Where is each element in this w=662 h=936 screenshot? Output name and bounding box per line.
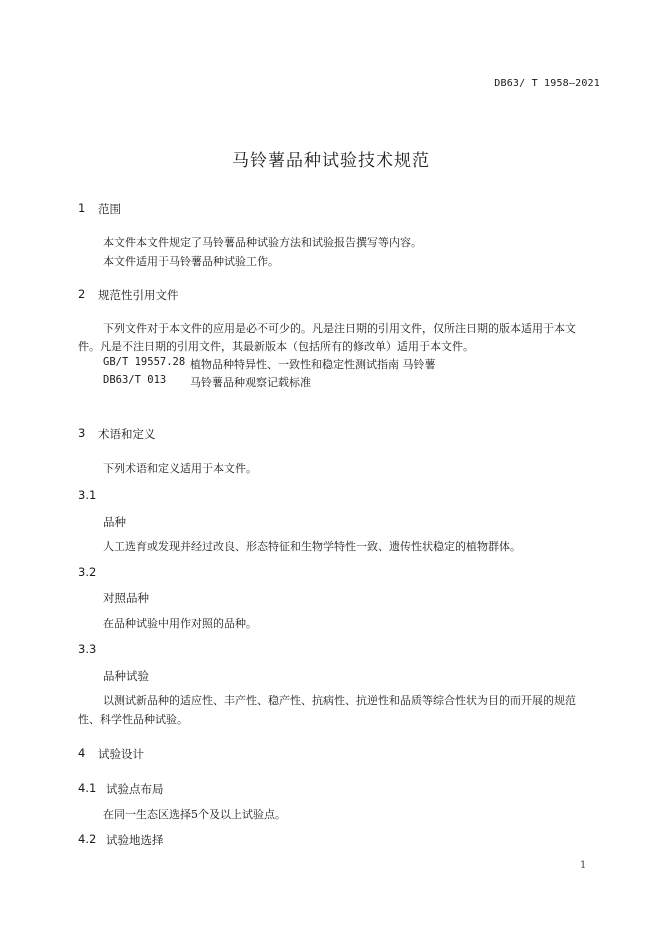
term-3-2-number: 3.2 [78, 565, 97, 579]
document-number: DB63/ T 1958—2021 [494, 78, 600, 89]
document-title: 马铃薯品种试验技术规范 [232, 151, 430, 171]
term-3-3-definition-line-2: 性、科学性品种试验。 [78, 713, 188, 726]
term-3-3-definition-line-1: 以测试新品种的适应性、丰产性、稳产性、抗病性、抗逆性和品质等综合性状为目的而开展的规范 [103, 694, 576, 707]
section-1-paragraph-1: 本文件本文件规定了马铃薯品种试验方法和试验报告撰写等内容。 [103, 236, 422, 249]
reference-title-1: 植物品种特异性、一致性和稳定性测试指南 马铃薯 [190, 358, 436, 371]
reference-title-2: 马铃薯品种观察记载标准 [190, 376, 311, 389]
subsection-4-1-number: 4.1 [78, 781, 97, 795]
reference-code-2: DB63/T 013 [103, 374, 167, 386]
section-3-number: 3 [78, 426, 86, 440]
section-2-number: 2 [78, 287, 86, 301]
section-4-number: 4 [78, 746, 86, 760]
section-2-paragraph-line-1: 下列文件对于本文件的应用是必不可少的。凡是注日期的引用文件，仅所注日期的版本适用于本文 [103, 322, 576, 335]
term-3-3-number: 3.3 [78, 642, 97, 656]
section-3-intro: 下列术语和定义适用于本文件。 [103, 462, 257, 475]
section-4-heading: 试验设计 [98, 747, 144, 761]
section-1-heading: 范围 [98, 202, 121, 216]
subsection-4-2-heading: 试验地选择 [106, 833, 164, 847]
term-3-1-definition: 人工选育或发现并经过改良、形态特征和生物学特性一致、遗传性状稳定的植物群体。 [103, 540, 521, 553]
section-1-number: 1 [78, 201, 86, 215]
section-1-paragraph-2: 本文件适用于马铃薯品种试验工作。 [103, 255, 279, 268]
subsection-4-1-heading: 试验点布局 [106, 782, 164, 796]
term-3-2-name: 对照品种 [103, 591, 149, 605]
section-2-paragraph-line-2: 件。凡是不注日期的引用文件，其最新版本（包括所有的修改单）适用于本文件。 [78, 340, 474, 353]
term-3-2-definition: 在品种试验中用作对照的品种。 [103, 617, 257, 630]
term-3-3-name: 品种试验 [103, 669, 149, 683]
section-3-heading: 术语和定义 [98, 427, 156, 441]
subsection-4-2-number: 4.2 [78, 832, 97, 846]
reference-code-1: GB/T 19557.28 [103, 356, 186, 368]
term-3-1-number: 3.1 [78, 488, 97, 502]
page-number: 1 [580, 860, 587, 871]
term-3-1-name: 品种 [103, 515, 126, 529]
subsection-4-1-text: 在同一生态区选择5个及以上试验点。 [103, 808, 286, 821]
section-2-heading: 规范性引用文件 [98, 288, 179, 302]
